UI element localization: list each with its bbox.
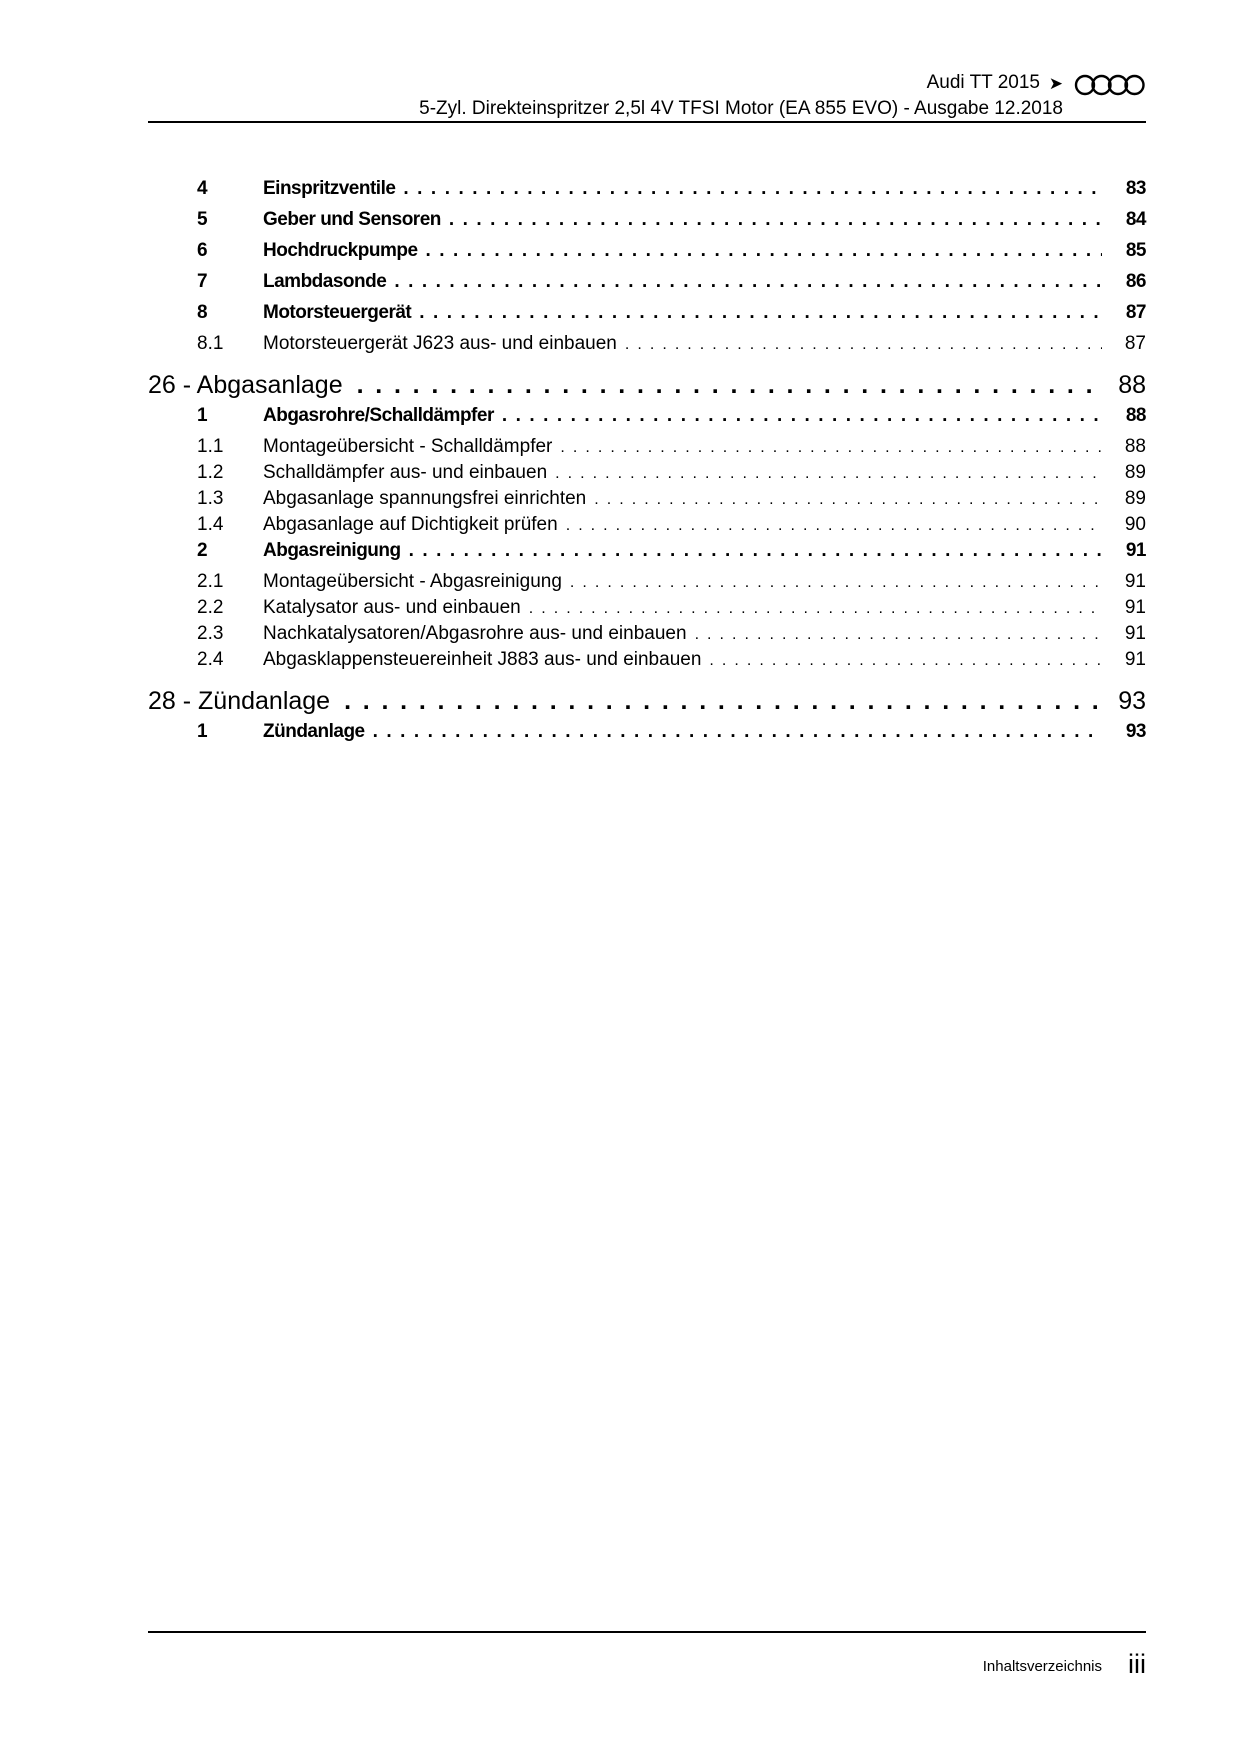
toc-entry-number: 2: [197, 540, 208, 561]
toc-entry-page: 91: [1124, 623, 1146, 644]
header-title: Audi TT 2015: [926, 72, 1040, 93]
toc-dot-leader: [566, 517, 1102, 535]
toc-dot-leader: [709, 652, 1102, 670]
toc-entry-number: 1: [197, 405, 208, 426]
toc-entry-title: Hochdruckpumpe: [263, 240, 418, 261]
toc-entry-page: 88: [1118, 371, 1146, 399]
toc-entry[interactable]: [148, 333, 1146, 359]
toc-entry[interactable]: [148, 571, 1146, 597]
toc-dot-leader: [449, 209, 1102, 231]
toc-entry-title: Einspritzventile: [263, 178, 396, 199]
toc-entry-title: 26 - Abgasanlage: [148, 371, 343, 399]
toc-entry-page: 84: [1125, 209, 1146, 230]
toc-entry[interactable]: [148, 302, 1146, 333]
toc-dot-leader: [529, 600, 1102, 618]
toc-entry[interactable]: [148, 623, 1146, 649]
toc-entry-page: 93: [1125, 721, 1146, 742]
toc-entry-title: Katalysator aus- und einbauen: [263, 597, 521, 618]
toc-entry-page: 87: [1124, 333, 1146, 354]
toc-entry-title: Zündanlage: [263, 721, 365, 742]
table-of-contents: [148, 178, 1146, 752]
toc-entry-page: 91: [1124, 571, 1146, 592]
toc-dot-leader: [409, 540, 1102, 562]
toc-entry[interactable]: [148, 597, 1146, 623]
toc-dot-leader: [373, 721, 1102, 743]
toc-entry-number: 2.2: [197, 597, 224, 618]
toc-entry-number: 8: [197, 302, 208, 323]
toc-entry-title: Geber und Sensoren: [263, 209, 441, 230]
toc-entry[interactable]: [148, 178, 1146, 209]
toc-entry-title: 28 - Zündanlage: [148, 687, 331, 715]
toc-entry-number: 2.4: [197, 649, 224, 670]
toc-entry-number: 1.2: [197, 462, 224, 483]
toc-entry-page: 89: [1124, 462, 1146, 483]
toc-entry-page: 90: [1124, 514, 1146, 535]
toc-entry-page: 89: [1124, 488, 1146, 509]
toc-entry-number: 2.3: [197, 623, 224, 644]
toc-entry-number: 7: [197, 271, 208, 292]
toc-entry-page: 85: [1125, 240, 1146, 261]
toc-dot-leader: [560, 439, 1102, 457]
toc-entry-title: Montageübersicht - Schalldämpfer: [263, 436, 553, 457]
audi-rings-logo-icon: [1074, 74, 1146, 96]
toc-entry-number: 8.1: [197, 333, 224, 354]
toc-entry-page: 91: [1124, 597, 1146, 618]
toc-dot-leader: [394, 271, 1102, 293]
toc-dot-leader: [625, 336, 1102, 354]
toc-dot-leader: [502, 405, 1102, 427]
toc-entry-page: 91: [1125, 540, 1146, 561]
toc-entry-number: 5: [197, 209, 208, 230]
toc-entry[interactable]: [148, 721, 1146, 752]
page-header: [148, 72, 1146, 124]
toc-entry-page: 87: [1125, 302, 1146, 323]
toc-entry[interactable]: [148, 488, 1146, 514]
toc-entry-title: Abgasanlage auf Dichtigkeit prüfen: [263, 514, 558, 535]
header-divider: [148, 121, 1146, 123]
toc-entry[interactable]: [148, 514, 1146, 540]
toc-entry-page: 88: [1124, 436, 1146, 457]
toc-entry[interactable]: [148, 462, 1146, 488]
header-subtitle: 5-Zyl. Direkteinspritzer 2,5l 4V TFSI Motor (EA 855 EVO) - Ausgabe 12.2018: [419, 98, 1063, 119]
toc-dot-leader: [555, 465, 1102, 483]
toc-entry[interactable]: [148, 405, 1146, 436]
footer-label: Inhaltsverzeichnis: [982, 1658, 1102, 1675]
toc-entry-number: 1: [197, 721, 208, 742]
toc-entry-title: Nachkatalysatoren/Abgasrohre aus- und einbauen: [263, 623, 687, 644]
toc-entry-title: Abgasrohre/Schalldämpfer: [263, 405, 494, 426]
toc-entry-number: 6: [197, 240, 208, 261]
toc-chapter-heading[interactable]: [148, 687, 1146, 721]
toc-entry-page: 88: [1125, 405, 1146, 426]
toc-entry[interactable]: [148, 240, 1146, 271]
toc-entry-page: 91: [1124, 649, 1146, 670]
toc-dot-leader: [695, 626, 1102, 644]
toc-entry-number: 1.3: [197, 488, 224, 509]
toc-entry-title: Abgasklappensteuereinheit J883 aus- und einbauen: [263, 649, 702, 670]
toc-entry-title: Abgasreinigung: [263, 540, 401, 561]
footer-page-number: iii: [1128, 1649, 1146, 1679]
toc-entry[interactable]: [148, 271, 1146, 302]
toc-entry-page: 86: [1125, 271, 1146, 292]
toc-entry-title: Motorsteuergerät J623 aus- und einbauen: [263, 333, 617, 354]
toc-dot-leader: [403, 178, 1102, 200]
toc-entry[interactable]: [148, 540, 1146, 571]
toc-entry-page: 93: [1118, 687, 1146, 715]
toc-entry[interactable]: [148, 209, 1146, 240]
toc-entry-number: 1.4: [197, 514, 224, 535]
toc-entry-title: Schalldämpfer aus- und einbauen: [263, 462, 548, 483]
arrow-icon: ➤: [1048, 74, 1063, 93]
toc-entry-number: 2.1: [197, 571, 224, 592]
toc-chapter-heading[interactable]: [148, 371, 1146, 405]
toc-entry-title: Montageübersicht - Abgasreinigung: [263, 571, 562, 592]
toc-entry-title: Lambdasonde: [263, 271, 387, 292]
toc-entry-number: 1.1: [197, 436, 224, 457]
toc-dot-leader: [426, 240, 1102, 262]
toc-entry-title: Abgasanlage spannungsfrei einrichten: [263, 488, 587, 509]
footer-divider: [148, 1631, 1146, 1633]
toc-dot-leader: [594, 491, 1102, 509]
toc-entry[interactable]: [148, 436, 1146, 462]
toc-entry-title: Motorsteuergerät: [263, 302, 412, 323]
toc-entry-page: 83: [1125, 178, 1146, 199]
toc-dot-leader: [570, 574, 1102, 592]
toc-dot-leader: [344, 687, 1102, 716]
toc-dot-leader: [357, 371, 1102, 400]
toc-entry[interactable]: [148, 649, 1146, 675]
toc-dot-leader: [419, 302, 1102, 324]
toc-entry-number: 4: [197, 178, 208, 199]
